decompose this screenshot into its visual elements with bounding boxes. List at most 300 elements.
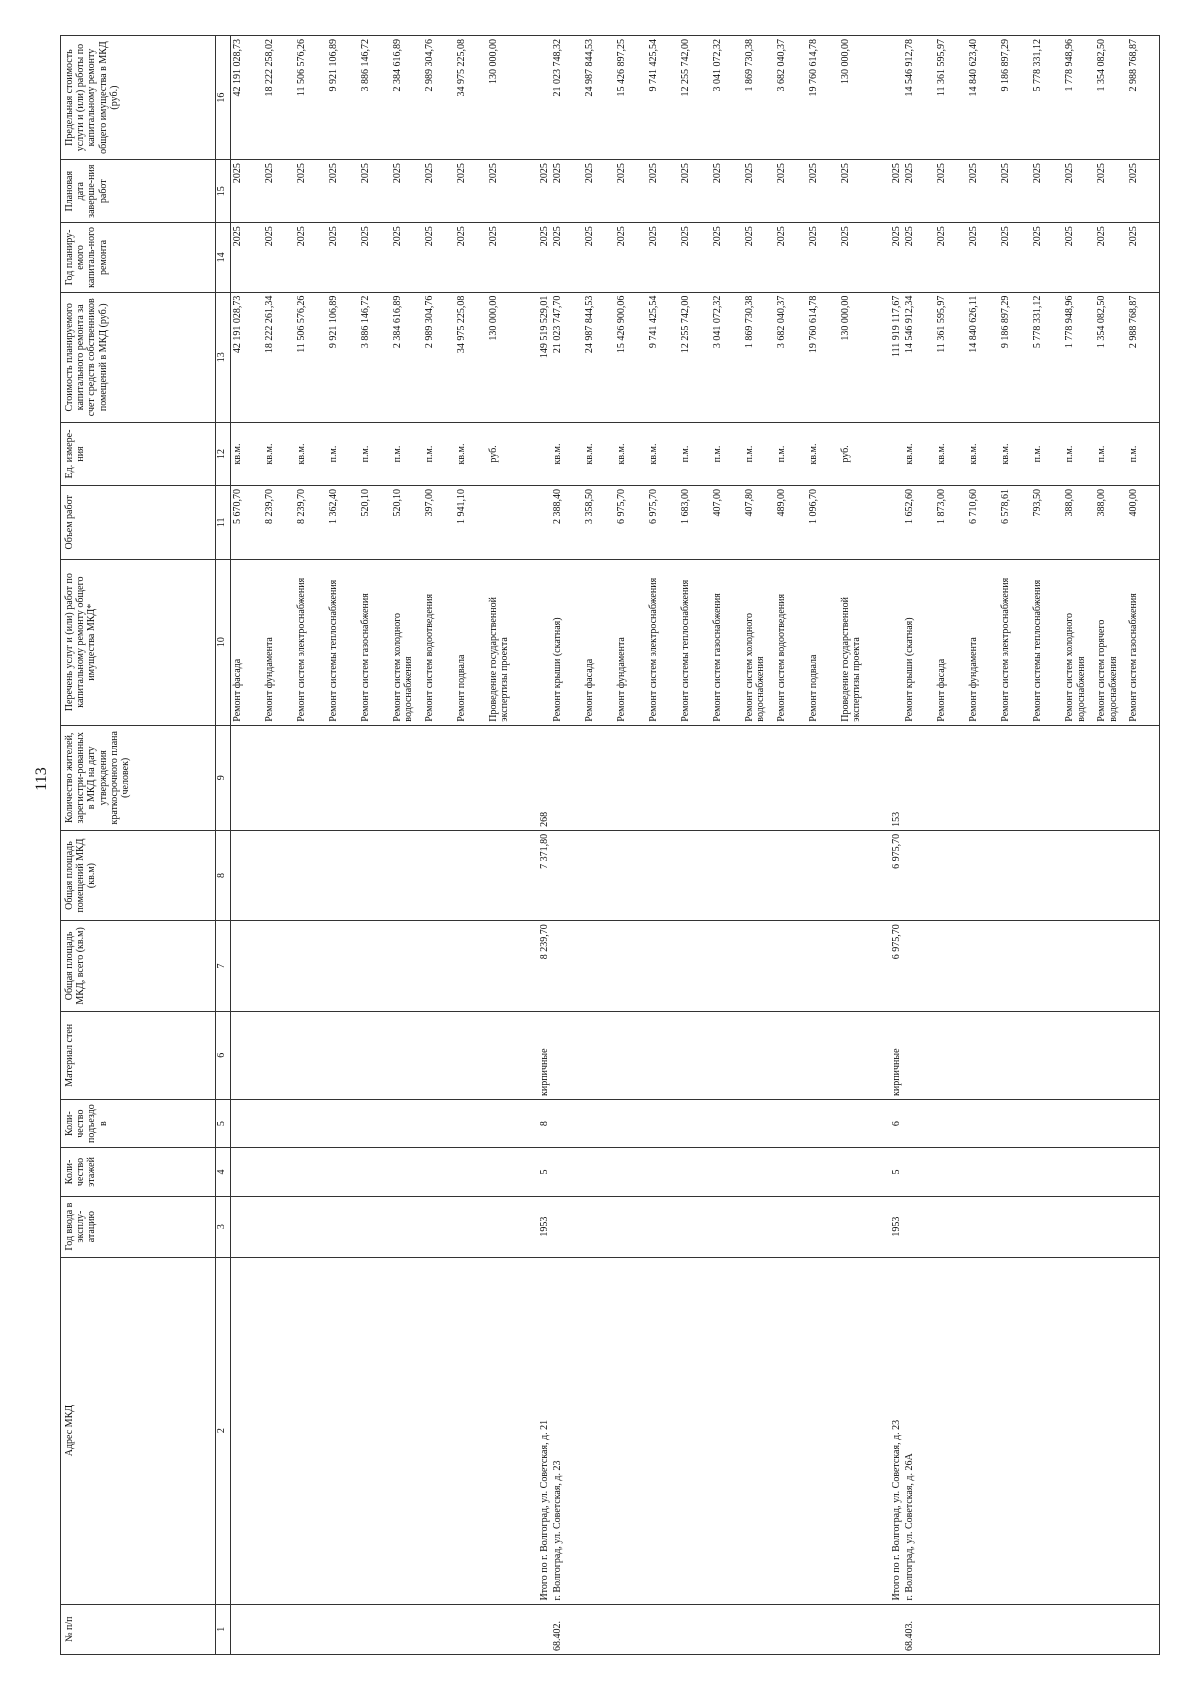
- cell-area: [775, 921, 807, 1011]
- cell-area-rooms: [775, 830, 807, 920]
- cell-residents: [455, 725, 487, 830]
- cell-entr: [775, 1099, 807, 1147]
- cell-residents: [583, 725, 615, 830]
- cell-mat: [1127, 1011, 1160, 1099]
- cell-floors: [551, 1148, 583, 1196]
- rotated-table-wrapper: [60, 35, 1140, 1655]
- cell-vol: 1 362,40: [327, 486, 359, 560]
- column-number-row: [216, 36, 231, 1655]
- cell-unit: п.м.: [1127, 422, 1160, 485]
- column-header-14: Год планиру-емого капиталь-ного ремонта: [61, 223, 216, 292]
- column-number-15: 15: [216, 160, 231, 223]
- cell-cost: 11 506 576,26: [295, 292, 327, 422]
- table-row: [999, 36, 1031, 1655]
- cell-year-built: [743, 1196, 775, 1257]
- column-header-15: Плановая дата заверше-ния работ: [61, 160, 216, 223]
- cell-limit: 9 741 425,54: [647, 36, 679, 160]
- cell-limit: 9 186 897,29: [999, 36, 1031, 160]
- cell-vol: 489,00: [775, 486, 807, 560]
- cell-cost: 1 354 082,50: [1095, 292, 1127, 422]
- cell-area-rooms: [1031, 830, 1063, 920]
- cell-addr: Итого по г. Волгоград, ул. Советская, д. 21: [519, 1257, 551, 1604]
- cell-mat: [647, 1011, 679, 1099]
- cell-year: 2025: [1095, 223, 1127, 292]
- cell-residents: [1127, 725, 1160, 830]
- cell-mat: кирпичные: [871, 1011, 903, 1099]
- cell-cost: 15 426 900,06: [615, 292, 647, 422]
- cell-addr: [583, 1257, 615, 1604]
- cell-residents: [679, 725, 711, 830]
- cell-area: [263, 921, 295, 1011]
- cell-unit: кв.м.: [999, 422, 1031, 485]
- cell-cost: 111 919 117,67: [871, 292, 903, 422]
- cell-floors: [615, 1148, 647, 1196]
- cell-work: Ремонт систем холодного водоснабжения: [1063, 559, 1095, 725]
- cell-cost: 130 000,00: [487, 292, 519, 422]
- cell-cost: 11 361 595,97: [935, 292, 967, 422]
- cell-date: 2025: [999, 160, 1031, 223]
- cell-limit: [871, 36, 903, 160]
- cell-entr: [935, 1099, 967, 1147]
- cell-mat: кирпичные: [519, 1011, 551, 1099]
- cell-year-built: [231, 1196, 264, 1257]
- cell-date: 2025: [583, 160, 615, 223]
- cell-year: 2025: [711, 223, 743, 292]
- cell-limit: 2 988 768,87: [1127, 36, 1160, 160]
- cell-area: [327, 921, 359, 1011]
- cell-area: [423, 921, 455, 1011]
- cell-vol: 2 388,40: [551, 486, 583, 560]
- cell-entr: [807, 1099, 839, 1147]
- cell-work: [871, 559, 903, 725]
- cell-date: 2025: [551, 160, 583, 223]
- cell-area: [551, 921, 583, 1011]
- cell-num: [775, 1604, 807, 1654]
- cell-date: 2025: [1031, 160, 1063, 223]
- cell-limit: 18 222 258,02: [263, 36, 295, 160]
- cell-addr: [1063, 1257, 1095, 1604]
- cell-floors: [231, 1148, 264, 1196]
- cell-year: 2025: [519, 223, 551, 292]
- cell-floors: [999, 1148, 1031, 1196]
- cell-limit: 24 987 844,53: [583, 36, 615, 160]
- cell-year-built: [935, 1196, 967, 1257]
- cell-limit: 2 989 304,76: [423, 36, 455, 160]
- cell-residents: [903, 725, 935, 830]
- cell-mat: [583, 1011, 615, 1099]
- cell-unit: кв.м.: [807, 422, 839, 485]
- cell-year-built: [903, 1196, 935, 1257]
- cell-cost: 3 682 040,37: [775, 292, 807, 422]
- cell-vol: 6 975,70: [615, 486, 647, 560]
- cell-cost: 12 255 742,00: [679, 292, 711, 422]
- cell-vol: 3 358,50: [583, 486, 615, 560]
- cell-date: 2025: [679, 160, 711, 223]
- cell-entr: [295, 1099, 327, 1147]
- cell-limit: 3 682 040,37: [775, 36, 807, 160]
- table-row: [839, 36, 871, 1655]
- cell-year-built: [647, 1196, 679, 1257]
- cell-year: 2025: [679, 223, 711, 292]
- cell-floors: [1063, 1148, 1095, 1196]
- column-header-13: Стоимость планируемого капитального ремонта за счет средств собственников помещений в МКД (руб.): [61, 292, 216, 422]
- cell-addr: [775, 1257, 807, 1604]
- cell-limit: [519, 36, 551, 160]
- cell-unit: п.м.: [679, 422, 711, 485]
- cell-addr: [967, 1257, 999, 1604]
- cell-cost: 9 741 425,54: [647, 292, 679, 422]
- cell-area-rooms: [1095, 830, 1127, 920]
- cell-date: 2025: [487, 160, 519, 223]
- cell-year-built: [327, 1196, 359, 1257]
- cell-cost: 3 886 146,72: [359, 292, 391, 422]
- cell-addr: [679, 1257, 711, 1604]
- cell-year: 2025: [1063, 223, 1095, 292]
- cell-area-rooms: [839, 830, 871, 920]
- cell-mat: [839, 1011, 871, 1099]
- table-row: [423, 36, 455, 1655]
- cell-limit: 14 546 912,78: [903, 36, 935, 160]
- table-row: [711, 36, 743, 1655]
- table-body: [216, 36, 1160, 1655]
- cell-date: 2025: [295, 160, 327, 223]
- cell-mat: [231, 1011, 264, 1099]
- cell-area: [967, 921, 999, 1011]
- cell-unit: кв.м.: [551, 422, 583, 485]
- cell-limit: 42 191 028,73: [231, 36, 264, 160]
- cell-year: 2025: [935, 223, 967, 292]
- cell-area: [391, 921, 423, 1011]
- cell-area-rooms: [1063, 830, 1095, 920]
- cell-year-built: [839, 1196, 871, 1257]
- cell-mat: [1063, 1011, 1095, 1099]
- cell-num: [1063, 1604, 1095, 1654]
- cell-num: [1031, 1604, 1063, 1654]
- cell-cost: 5 778 331,12: [1031, 292, 1063, 422]
- cell-unit: кв.м.: [935, 422, 967, 485]
- cell-num: [871, 1604, 903, 1654]
- table-row: [487, 36, 519, 1655]
- cell-residents: [807, 725, 839, 830]
- cell-residents: 153: [871, 725, 903, 830]
- cell-residents: [775, 725, 807, 830]
- cell-addr: [391, 1257, 423, 1604]
- cell-area-rooms: [647, 830, 679, 920]
- cell-date: 2025: [807, 160, 839, 223]
- cell-mat: [615, 1011, 647, 1099]
- cell-floors: [327, 1148, 359, 1196]
- cell-limit: 2 384 616,89: [391, 36, 423, 160]
- cell-entr: [391, 1099, 423, 1147]
- cell-num: [327, 1604, 359, 1654]
- cell-area: [1127, 921, 1160, 1011]
- cell-work: Ремонт систем холодного водоснабжения: [391, 559, 423, 725]
- cell-year: 2025: [231, 223, 264, 292]
- cell-addr: [1031, 1257, 1063, 1604]
- cell-vol: 1 652,60: [903, 486, 935, 560]
- cell-work: Ремонт крыши (скатная): [551, 559, 583, 725]
- cell-work: Ремонт систем газоснабжения: [359, 559, 391, 725]
- cell-floors: [647, 1148, 679, 1196]
- cell-year: 2025: [327, 223, 359, 292]
- cell-num: [935, 1604, 967, 1654]
- cell-entr: [551, 1099, 583, 1147]
- cell-floors: [711, 1148, 743, 1196]
- cell-area-rooms: [807, 830, 839, 920]
- cell-num: [519, 1604, 551, 1654]
- cell-residents: [967, 725, 999, 830]
- cell-floors: [807, 1148, 839, 1196]
- cell-addr: [359, 1257, 391, 1604]
- cell-vol: 1 941,10: [455, 486, 487, 560]
- cell-num: [391, 1604, 423, 1654]
- table-row: [775, 36, 807, 1655]
- column-number-2: 2: [216, 1257, 231, 1604]
- cell-vol: [519, 486, 551, 560]
- cell-work: Ремонт фасада: [231, 559, 264, 725]
- cell-num: [647, 1604, 679, 1654]
- cell-area-rooms: [903, 830, 935, 920]
- cell-num: [423, 1604, 455, 1654]
- column-header-16: Предельная стоимость услуги и (или) работы по капитальному ремонту общего имущества в МКД (руб.): [61, 36, 216, 160]
- cell-num: [1095, 1604, 1127, 1654]
- cell-work: Ремонт фундамента: [263, 559, 295, 725]
- repair-plan-table: [60, 35, 1160, 1655]
- cell-area: [807, 921, 839, 1011]
- cell-vol: 8 239,70: [295, 486, 327, 560]
- cell-work: Ремонт подвала: [455, 559, 487, 725]
- page-number: 113: [33, 767, 50, 791]
- cell-limit: 21 023 748,32: [551, 36, 583, 160]
- cell-entr: [1031, 1099, 1063, 1147]
- cell-num: [967, 1604, 999, 1654]
- column-header-11: Объем работ: [61, 486, 216, 560]
- cell-vol: 1 096,70: [807, 486, 839, 560]
- cell-date: 2025: [871, 160, 903, 223]
- cell-residents: [935, 725, 967, 830]
- cell-vol: 5 670,70: [231, 486, 264, 560]
- cell-unit: [871, 422, 903, 485]
- table-row: [231, 36, 264, 1655]
- cell-work: Ремонт систем газоснабжения: [1127, 559, 1160, 725]
- cell-vol: 6 710,60: [967, 486, 999, 560]
- cell-entr: [711, 1099, 743, 1147]
- cell-cost: 2 989 304,76: [423, 292, 455, 422]
- cell-entr: [263, 1099, 295, 1147]
- cell-year-built: [359, 1196, 391, 1257]
- cell-work: Ремонт системы теплоснабжения: [327, 559, 359, 725]
- table-row: [1063, 36, 1095, 1655]
- cell-area: [935, 921, 967, 1011]
- cell-mat: [1095, 1011, 1127, 1099]
- cell-mat: [807, 1011, 839, 1099]
- cell-unit: руб.: [487, 422, 519, 485]
- column-number-1: 1: [216, 1604, 231, 1654]
- cell-work: Ремонт систем электроснабжения: [295, 559, 327, 725]
- cell-area-rooms: [999, 830, 1031, 920]
- cell-entr: [1127, 1099, 1160, 1147]
- cell-year: 2025: [903, 223, 935, 292]
- cell-limit: 3 886 146,72: [359, 36, 391, 160]
- cell-addr: [455, 1257, 487, 1604]
- cell-unit: кв.м.: [967, 422, 999, 485]
- cell-year-built: [999, 1196, 1031, 1257]
- cell-year: 2025: [391, 223, 423, 292]
- cell-year: 2025: [839, 223, 871, 292]
- cell-num: [295, 1604, 327, 1654]
- cell-num: [583, 1604, 615, 1654]
- cell-entr: [327, 1099, 359, 1147]
- cell-limit: 12 255 742,00: [679, 36, 711, 160]
- cell-residents: 268: [519, 725, 551, 830]
- cell-floors: [487, 1148, 519, 1196]
- cell-cost: 18 222 261,34: [263, 292, 295, 422]
- cell-residents: [359, 725, 391, 830]
- table-row: [1031, 36, 1063, 1655]
- cell-addr: [1127, 1257, 1160, 1604]
- column-number-16: 16: [216, 36, 231, 160]
- cell-area: [455, 921, 487, 1011]
- cell-limit: 11 361 595,97: [935, 36, 967, 160]
- cell-area: [839, 921, 871, 1011]
- cell-unit: п.м.: [1063, 422, 1095, 485]
- cell-date: 2025: [519, 160, 551, 223]
- column-header-1: № п/п: [61, 1604, 216, 1654]
- cell-date: 2025: [231, 160, 264, 223]
- cell-unit: п.м.: [391, 422, 423, 485]
- cell-date: 2025: [903, 160, 935, 223]
- cell-cost: 14 840 626,11: [967, 292, 999, 422]
- cell-entr: [231, 1099, 264, 1147]
- table-row: [583, 36, 615, 1655]
- total-row: [519, 36, 551, 1655]
- table-row: [679, 36, 711, 1655]
- cell-residents: [295, 725, 327, 830]
- table-row: [647, 36, 679, 1655]
- table-header-row: [61, 36, 216, 1655]
- column-number-7: 7: [216, 921, 231, 1011]
- cell-cost: 2 988 768,87: [1127, 292, 1160, 422]
- cell-area-rooms: [295, 830, 327, 920]
- cell-cost: 19 760 614,78: [807, 292, 839, 422]
- cell-entr: [455, 1099, 487, 1147]
- cell-residents: [711, 725, 743, 830]
- cell-floors: [839, 1148, 871, 1196]
- cell-vol: 388,00: [1063, 486, 1095, 560]
- cell-addr: [487, 1257, 519, 1604]
- cell-num: [455, 1604, 487, 1654]
- cell-area-rooms: [615, 830, 647, 920]
- cell-mat: [327, 1011, 359, 1099]
- cell-mat: [967, 1011, 999, 1099]
- cell-residents: [615, 725, 647, 830]
- cell-num: 68.402.: [551, 1604, 583, 1654]
- column-number-14: 14: [216, 223, 231, 292]
- cell-year: 2025: [583, 223, 615, 292]
- cell-area: [1095, 921, 1127, 1011]
- cell-vol: 793,50: [1031, 486, 1063, 560]
- cell-year: 2025: [1127, 223, 1160, 292]
- cell-num: [999, 1604, 1031, 1654]
- cell-year: 2025: [263, 223, 295, 292]
- cell-year-built: [1095, 1196, 1127, 1257]
- cell-vol: 388,00: [1095, 486, 1127, 560]
- cell-year: 2025: [1031, 223, 1063, 292]
- cell-entr: [967, 1099, 999, 1147]
- cell-area-rooms: [359, 830, 391, 920]
- cell-entr: [1063, 1099, 1095, 1147]
- cell-residents: [743, 725, 775, 830]
- cell-entr: [743, 1099, 775, 1147]
- cell-floors: [295, 1148, 327, 1196]
- cell-area-rooms: [231, 830, 264, 920]
- table-row: [359, 36, 391, 1655]
- cell-work: Ремонт фундамента: [967, 559, 999, 725]
- cell-year-built: [295, 1196, 327, 1257]
- cell-vol: 8 239,70: [263, 486, 295, 560]
- cell-floors: [1095, 1148, 1127, 1196]
- cell-area: [615, 921, 647, 1011]
- cell-area: [1031, 921, 1063, 1011]
- cell-date: 2025: [455, 160, 487, 223]
- cell-area-rooms: [967, 830, 999, 920]
- cell-date: 2025: [1127, 160, 1160, 223]
- cell-unit: руб.: [839, 422, 871, 485]
- cell-addr: [423, 1257, 455, 1604]
- column-number-6: 6: [216, 1011, 231, 1099]
- cell-year: 2025: [967, 223, 999, 292]
- cell-area-rooms: [551, 830, 583, 920]
- cell-entr: [583, 1099, 615, 1147]
- cell-unit: кв.м.: [903, 422, 935, 485]
- cell-floors: [935, 1148, 967, 1196]
- cell-floors: [903, 1148, 935, 1196]
- cell-area: [487, 921, 519, 1011]
- total-row: [871, 36, 903, 1655]
- cell-year-built: [423, 1196, 455, 1257]
- cell-entr: [839, 1099, 871, 1147]
- column-number-13: 13: [216, 292, 231, 422]
- table-row: [807, 36, 839, 1655]
- cell-num: [263, 1604, 295, 1654]
- cell-entr: [359, 1099, 391, 1147]
- cell-work: Ремонт системы теплоснабжения: [1031, 559, 1063, 725]
- cell-floors: [583, 1148, 615, 1196]
- cell-unit: п.м.: [1031, 422, 1063, 485]
- cell-entr: 6: [871, 1099, 903, 1147]
- cell-work: Ремонт систем водоотведения: [423, 559, 455, 725]
- cell-unit: п.м.: [743, 422, 775, 485]
- cell-year: 2025: [295, 223, 327, 292]
- column-number-3: 3: [216, 1196, 231, 1257]
- table-row: [903, 36, 935, 1655]
- cell-residents: [327, 725, 359, 830]
- cell-addr: г. Волгоград, ул. Советская, д. 23: [551, 1257, 583, 1604]
- cell-date: 2025: [775, 160, 807, 223]
- cell-limit: 15 426 897,25: [615, 36, 647, 160]
- cell-mat: [679, 1011, 711, 1099]
- table-row: [327, 36, 359, 1655]
- cell-work: Проведение государственной экспертизы проекта: [487, 559, 519, 725]
- cell-year-built: 1953: [871, 1196, 903, 1257]
- table-row: [551, 36, 583, 1655]
- cell-addr: Итого по г. Волгоград, ул. Советская, д. 23: [871, 1257, 903, 1604]
- cell-addr: [615, 1257, 647, 1604]
- cell-cost: 14 546 912,34: [903, 292, 935, 422]
- cell-year: 2025: [551, 223, 583, 292]
- cell-date: 2025: [1095, 160, 1127, 223]
- cell-unit: кв.м.: [295, 422, 327, 485]
